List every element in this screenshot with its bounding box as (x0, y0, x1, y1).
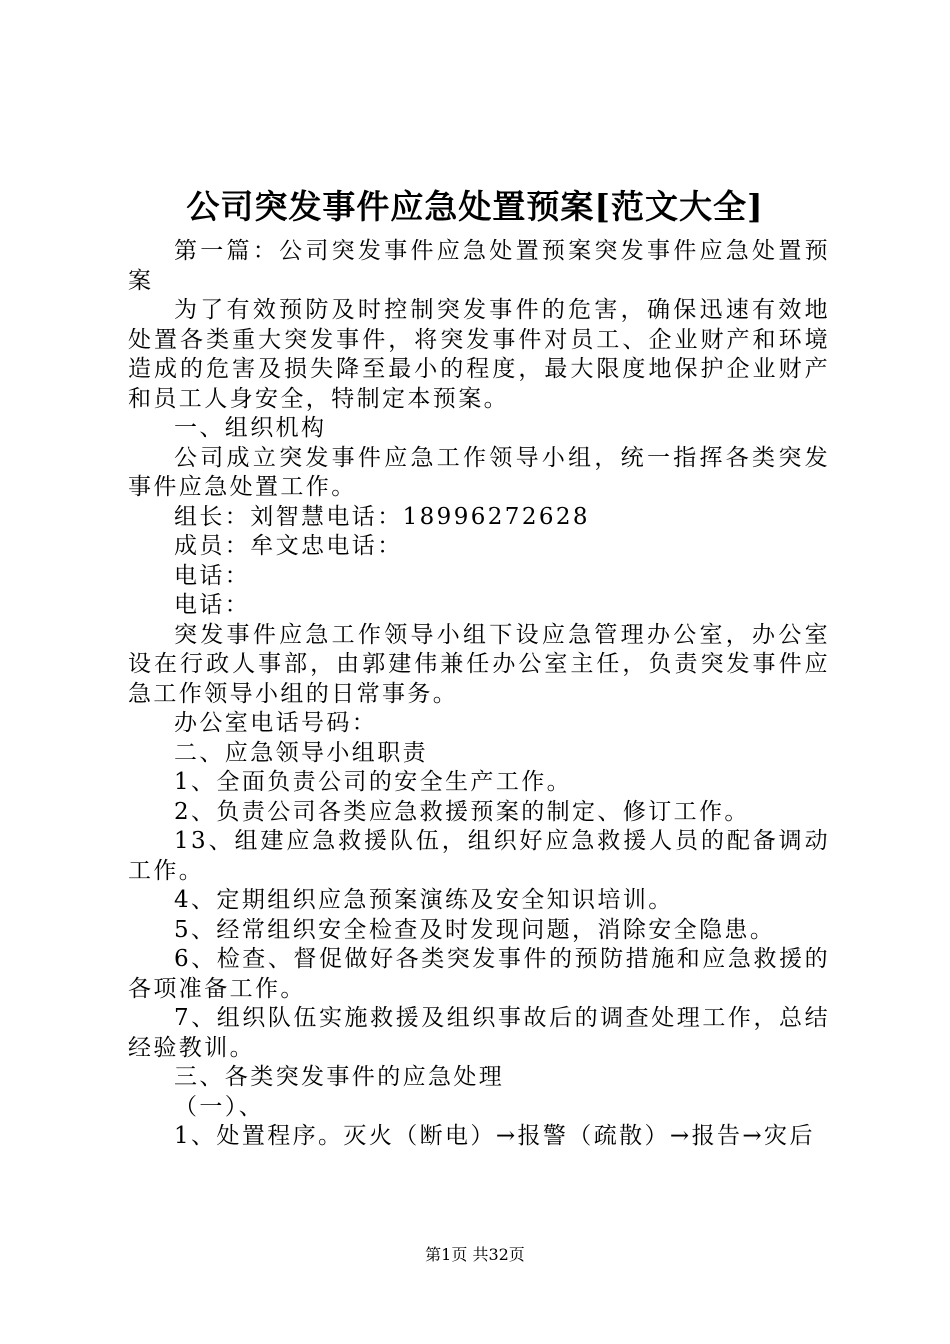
subsection-heading: （一）、 (174, 1093, 265, 1120)
section-heading: 三、各类突发事件的应急处理 (174, 1064, 505, 1090)
paragraph: 公司成立突发事件应急工作领导小组，统一指挥各类突发事件应急处置工作。 (128, 444, 830, 500)
document-title: 公司突发事件应急处置预案[范文大全] (186, 187, 764, 226)
contact-line: 电话： (174, 562, 251, 589)
document-body (128, 237, 830, 1152)
list-item: 1、处置程序。灭火（断电）→报警（疏散）→报告→灾后 (174, 1123, 815, 1149)
contact-line: 组长：刘智慧电话：18996272628 (174, 503, 590, 530)
list-item: 13、组建应急救援队伍，组织好应急救援人员的配备调动工作。 (128, 828, 830, 884)
list-item: 1、全面负责公司的安全生产工作。 (174, 769, 573, 795)
list-item: 6、检查、督促做好各类突发事件的预防措施和应急救援的各项准备工作。 (128, 946, 830, 1002)
contact-line: 成员：牟文忠电话： (174, 533, 403, 559)
page-footer: 第1页 共32页 (425, 1245, 525, 1264)
list-item: 2、负责公司各类应急救援预案的制定、修订工作。 (174, 798, 750, 825)
paragraph: 为了有效预防及时控制突发事件的危害，确保迅速有效地处置各类重大突发事件，将突发事件对员工、企业财产和环境造成的危害及损失降至最小的程度，最大限度地保护企业财产和员工人身安全，特制定本预案。 (128, 297, 830, 412)
contact-line: 办公室电话号码： (174, 710, 378, 736)
section-heading: 一、组织机构 (174, 415, 327, 441)
list-item: 4、定期组织应急预案演练及安全知识培训。 (174, 887, 674, 913)
section-heading: 二、应急领导小组职责 (174, 739, 428, 766)
paragraph: 突发事件应急工作领导小组下设应急管理办公室，办公室设在行政人事部，由郭建伟兼任办公室主任，负责突发事件应急工作领导小组的日常事务。 (128, 621, 830, 707)
paragraph: 第一篇：公司突发事件应急处置预案突发事件应急处置预案 (128, 238, 830, 294)
list-item: 7、组织队伍实施救援及组织事故后的调查处理工作，总结经验教训。 (128, 1005, 830, 1061)
contact-line: 电话： (174, 592, 251, 618)
list-item: 5、经常组织安全检查及时发现问题，消除安全隐患。 (174, 916, 776, 943)
